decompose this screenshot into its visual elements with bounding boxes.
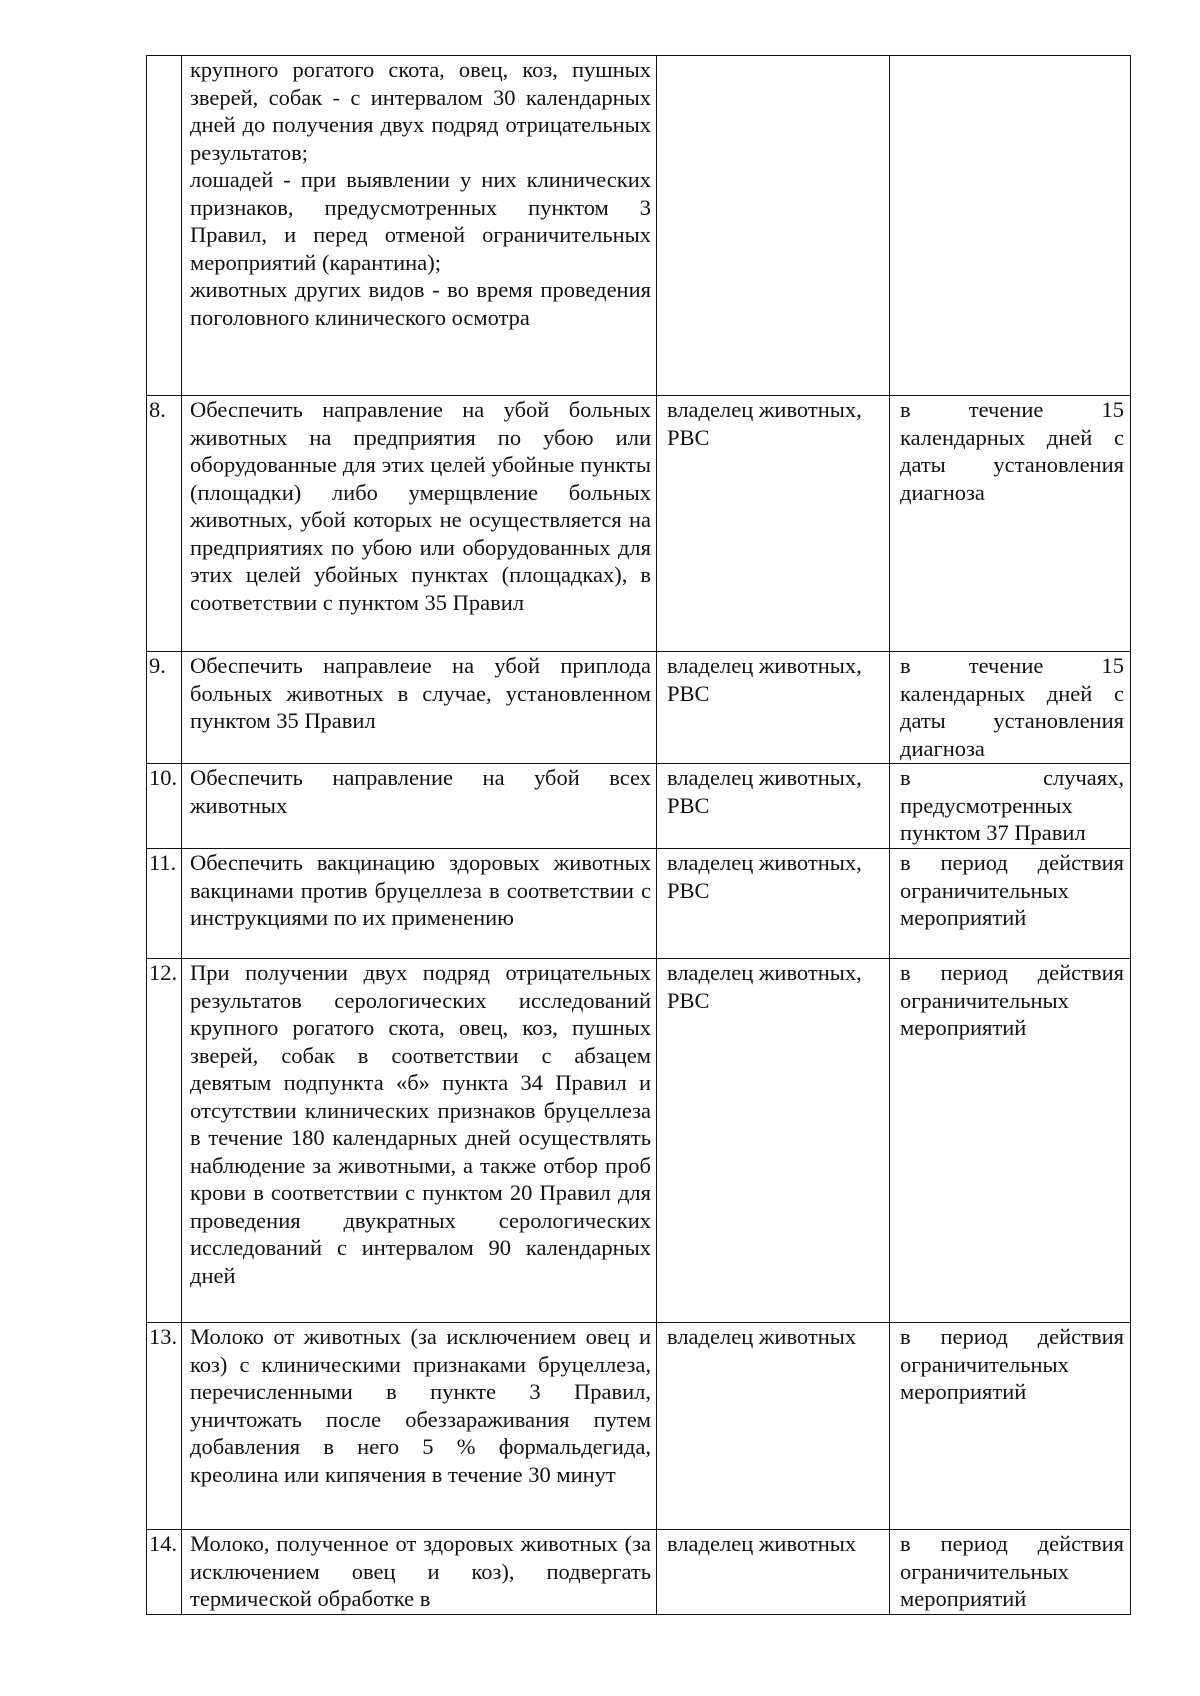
action-text: Молоко от животных (за исключением овец и коз) с клиническими признаками бруцеллеза, перечисленными в пункте 3 Правил, уничтожать после обеззараживания путем добавления в него 5 % формальдегида, креолина или кипячения в течение 30 минут xyxy=(182,1323,657,1530)
responsible-text: владелец животных xyxy=(657,1530,890,1615)
action-text: Обеспечить направление на убой всех животных xyxy=(182,764,657,849)
term-text: в период действия ограничительных мероприятий xyxy=(890,849,1131,959)
responsible-text: владелец животных, РВС xyxy=(657,959,890,1323)
table-row xyxy=(147,959,1131,1323)
table-row xyxy=(147,652,1131,764)
term-text: в период действия ограничительных мероприятий xyxy=(890,1530,1131,1615)
table-row xyxy=(147,396,1131,652)
row-number: 13. xyxy=(147,1323,182,1530)
row-number: 8. xyxy=(147,396,182,652)
responsible-text xyxy=(657,56,890,396)
term-text xyxy=(890,56,1131,396)
row-number: 14. xyxy=(147,1530,182,1615)
term-text: в период действия ограничительных мероприятий xyxy=(890,959,1131,1323)
row-number xyxy=(147,56,182,396)
action-text: Молоко, полученное от здоровых животных (за исключением овец и коз), подвергать термической обработке в xyxy=(182,1530,657,1615)
table-row xyxy=(147,1323,1131,1530)
row-number: 11. xyxy=(147,849,182,959)
action-text: Обеспечить направление на убой больных животных на предприятия по убою или оборудованные для этих целей убойные пункты (площадки) либо умерщвление больных животных, убой которых не осуществляется на предприятиях по убою или оборудованных для этих целей убойных пунктах (площадках), в соответствии с пунктом 35 Правил xyxy=(182,396,657,652)
term-text: в период действия ограничительных мероприятий xyxy=(890,1323,1131,1530)
row-number: 9. xyxy=(147,652,182,764)
row-number: 10. xyxy=(147,764,182,849)
term-text: в течение 15 календарных дней с даты установления диагноза xyxy=(890,652,1131,764)
table-row xyxy=(147,56,1131,396)
measures-table xyxy=(146,55,1131,1615)
responsible-text: владелец животных, РВС xyxy=(657,396,890,652)
responsible-text: владелец животных xyxy=(657,1323,890,1530)
term-text: в случаях, предусмотренных пунктом 37 Правил xyxy=(890,764,1131,849)
table-row xyxy=(147,849,1131,959)
responsible-text: владелец животных, РВС xyxy=(657,652,890,764)
term-text: в течение 15 календарных дней с даты установления диагноза xyxy=(890,396,1131,652)
responsible-text: владелец животных, РВС xyxy=(657,764,890,849)
table-row xyxy=(147,764,1131,849)
responsible-text: владелец животных, РВС xyxy=(657,849,890,959)
action-text: Обеспечить вакцинацию здоровых животных вакцинами против бруцеллеза в соответствии с инструкциями по их применению xyxy=(182,849,657,959)
action-text: Обеспечить направлеие на убой приплода больных животных в случае, установленном пунктом 35 Правил xyxy=(182,652,657,764)
action-text: При получении двух подряд отрицательных результатов серологических исследований крупного рогатого скота, овец, коз, пушных зверей, собак в соответствии с абзацем девятым подпункта «б» пункта 34 Правил и отсутствии клинических признаков бруцеллеза в течение 180 календарных дней осуществлять наблюдение за животными, а также отбор проб крови в соответствии с пунктом 20 Правил для проведения двукратных серологических исследований с интервалом 90 календарных дней xyxy=(182,959,657,1323)
row-number: 12. xyxy=(147,959,182,1323)
table-row xyxy=(147,1530,1131,1615)
action-text: крупного рогатого скота, овец, коз, пушных зверей, собак - с интервалом 30 календарных дней до получения двух подряд отрицательных результатов; лошадей - при выявлении у них клинических признаков, предусмотренных пунктом 3 Правил, и перед отменой ограничительных мероприятий (карантина); животных других видов - во время проведения поголовного клинического осмотра xyxy=(182,56,657,396)
